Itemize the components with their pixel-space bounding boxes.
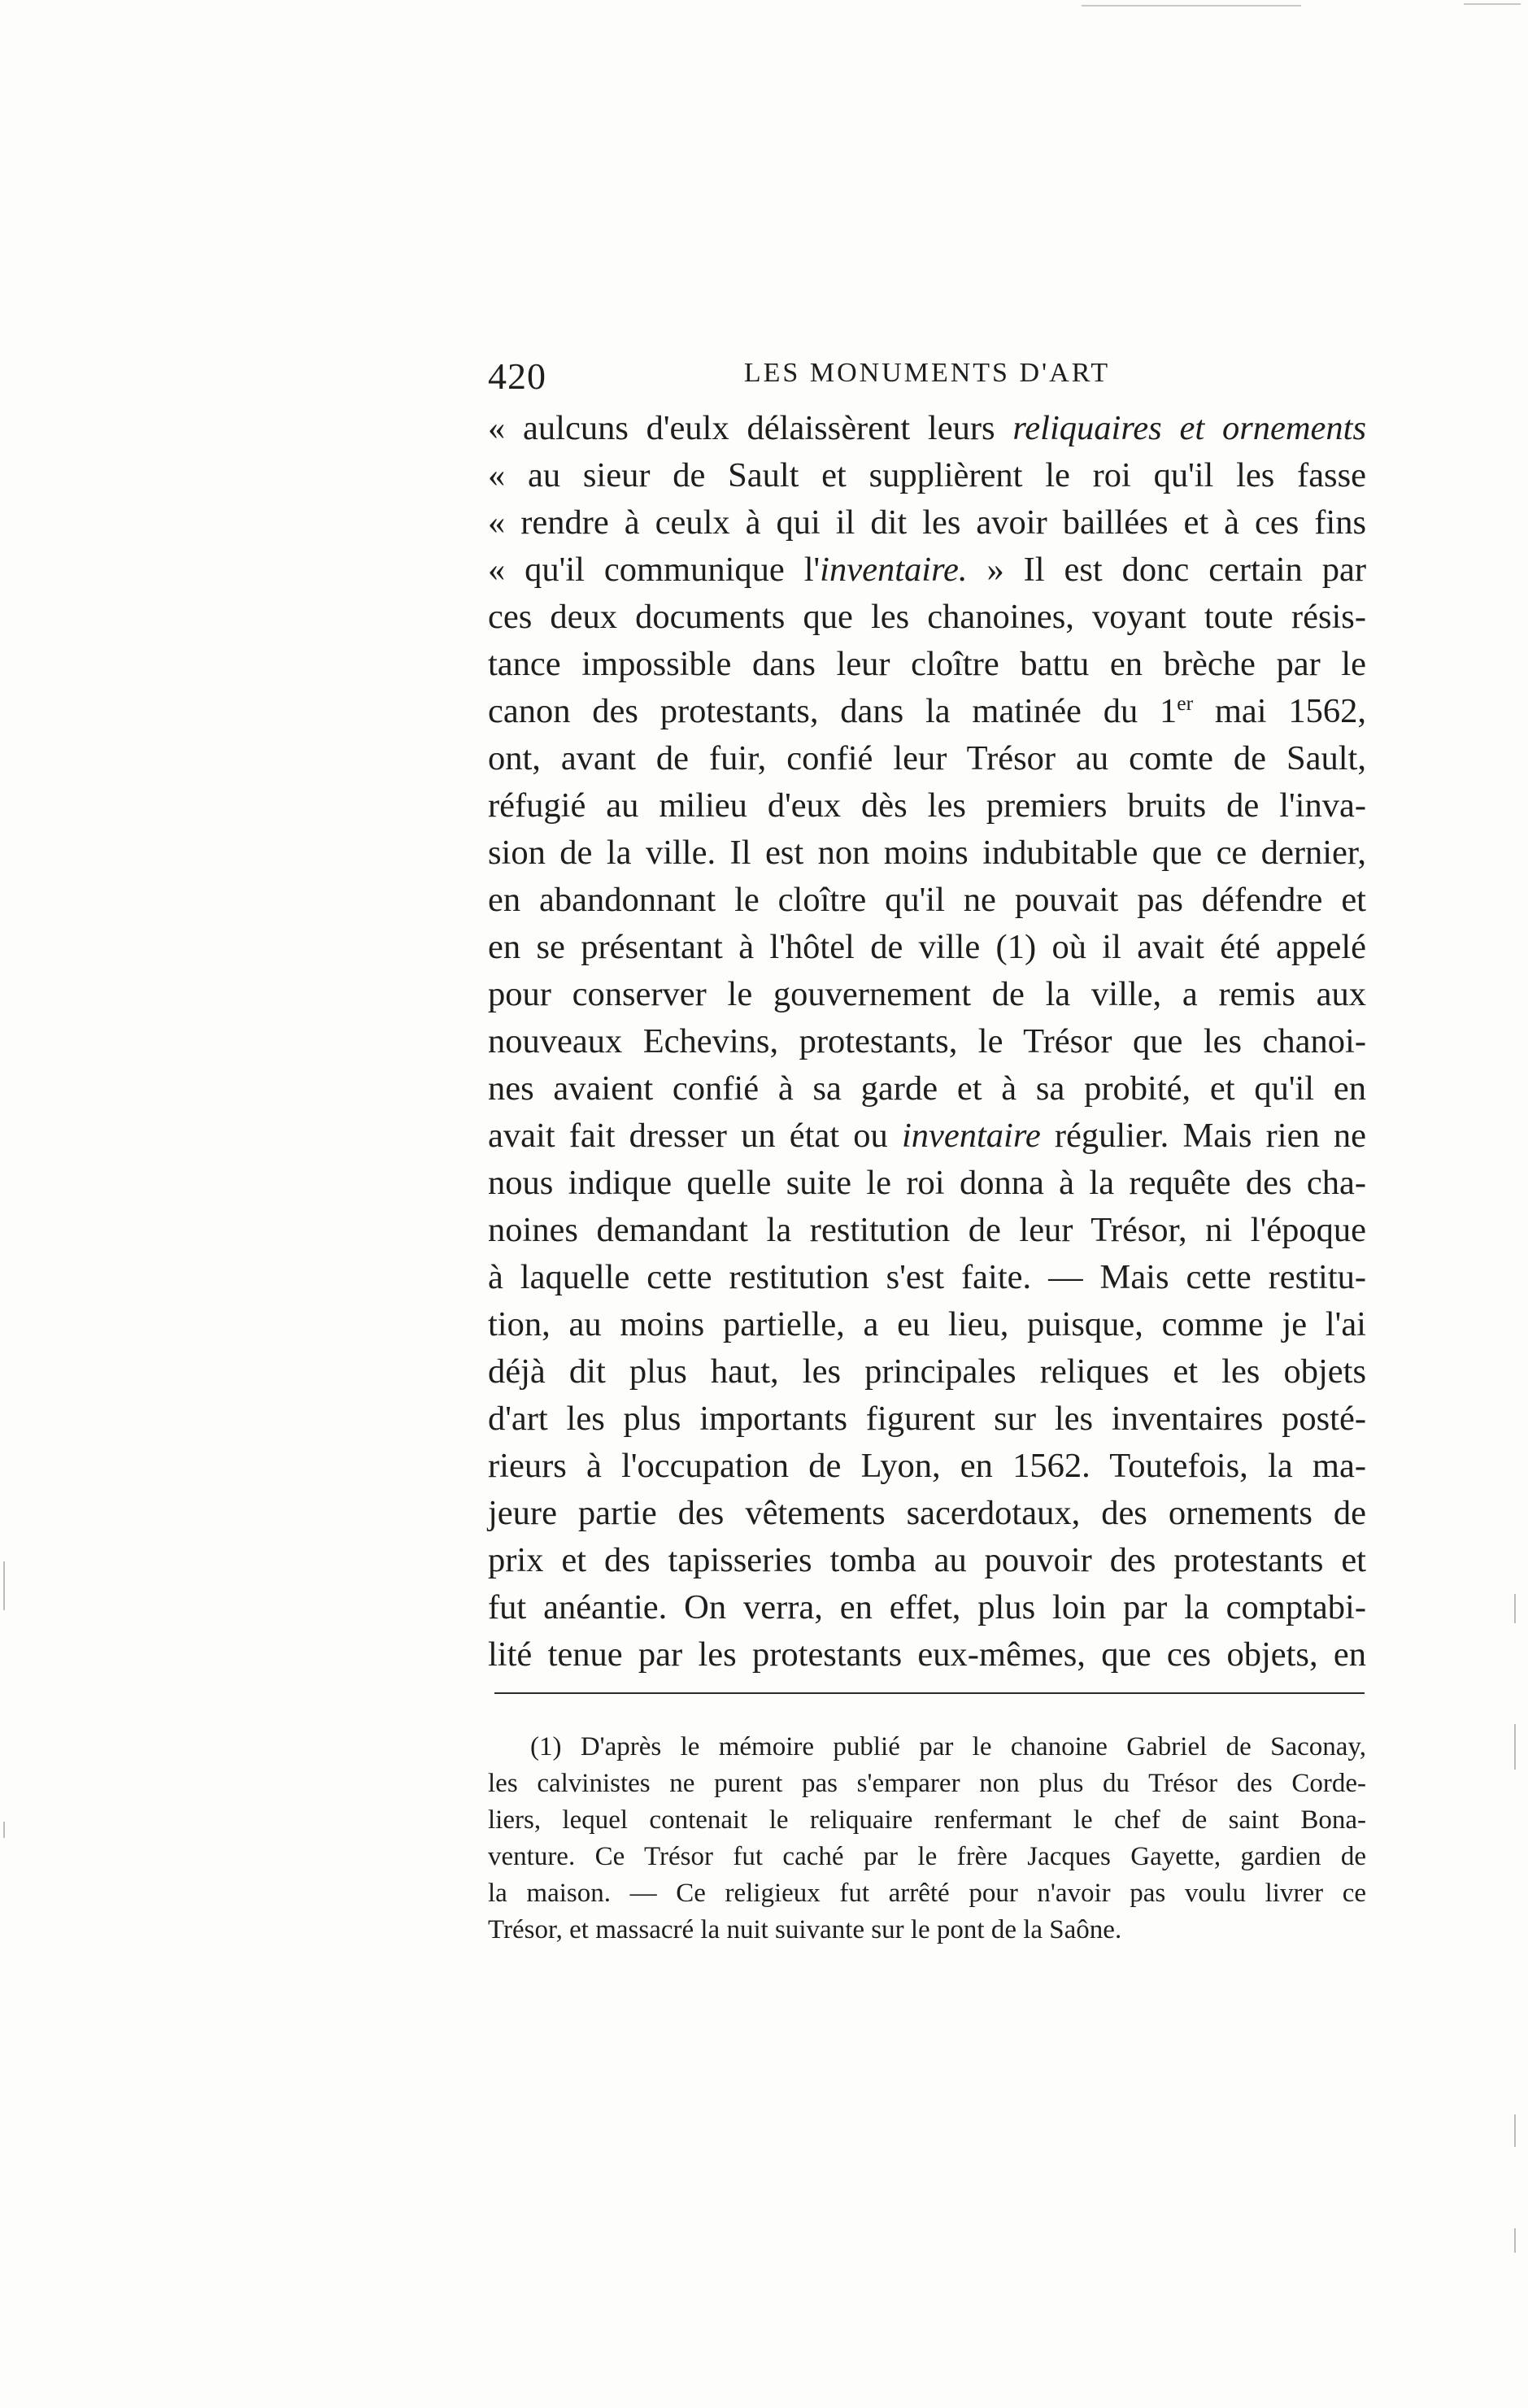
footnote-line: venture. Ce Trésor fut caché par le frère Jacques Gayette, gardien de [488, 1842, 1366, 1871]
footnote [488, 1729, 1366, 1949]
text-line: « rendre à ceulx à qui il dit les avoir baillées et à ces fins [488, 503, 1366, 542]
text-line: pour conserver le gouvernement de la ville, a remis aux [488, 975, 1366, 1013]
text-line: fut anéantie. On verra, en effet, plus loin par la comptabi- [488, 1588, 1366, 1626]
scan-margin-mark [3, 1561, 5, 1610]
body-text [488, 405, 1366, 1679]
scan-margin-mark [1514, 1594, 1516, 1623]
scan-margin-mark [1514, 1724, 1516, 1770]
text-line: sion de la ville. Il est non moins indubitable que ce dernier, [488, 834, 1366, 872]
text-line: réfugié au milieu d'eux dès les premiers bruits de l'inva- [488, 786, 1366, 825]
text-line: « qu'il communique l'inventaire. » Il est donc certain par [488, 551, 1366, 589]
page-header [488, 355, 1366, 403]
text-line: lité tenue par les protestants eux-mêmes, que ces objets, en [488, 1635, 1366, 1674]
text-line: « au sieur de Sault et supplièrent le roi qu'il les fasse [488, 456, 1366, 494]
text-line: ces deux documents que les chanoines, voyant toute résis- [488, 598, 1366, 636]
text-line: noines demandant la restitution de leur Trésor, ni l'époque [488, 1211, 1366, 1249]
text-line: tion, au moins partielle, a eu lieu, puisque, comme je l'ai [488, 1305, 1366, 1343]
footnote-line: (1) D'après le mémoire publié par le chanoine Gabriel de Saconay, [530, 1732, 1366, 1761]
page-number: 420 [488, 355, 546, 397]
text-line: canon des protestants, dans la matinée du 1er mai 1562, [488, 690, 1366, 730]
footnote-rule [494, 1692, 1365, 1694]
text-line: tance impossible dans leur cloître battu en brèche par le [488, 645, 1366, 683]
footnote-line: les calvinistes ne purent pas s'emparer non plus du Trésor des Corde- [488, 1769, 1366, 1798]
book-page [488, 0, 1366, 2408]
text-line: déjà dit plus haut, les principales reliques et les objets [488, 1352, 1366, 1391]
text-line: en se présentant à l'hôtel de ville (1) où il avait été appelé [488, 928, 1366, 966]
footnote-line: liers, lequel contenait le reliquaire renfermant le chef de saint Bona- [488, 1805, 1366, 1835]
text-line: avait fait dresser un état ou inventaire régulier. Mais rien ne [488, 1117, 1366, 1155]
footnote-line: la maison. — Ce religieux fut arrêté pour n'avoir pas voulu livrer ce [488, 1879, 1366, 1908]
text-line: jeure partie des vêtements sacerdotaux, des ornements de [488, 1494, 1366, 1532]
scan-margin-mark [3, 1822, 5, 1838]
running-title: LES MONUMENTS D'ART [743, 358, 1111, 388]
scan-margin-mark [1514, 2114, 1516, 2147]
text-line: en abandonnant le cloître qu'il ne pouvait pas défendre et [488, 881, 1366, 919]
top-edge-line-right [1464, 3, 1521, 5]
scan-margin-mark [1514, 2228, 1516, 2253]
footnote-line: Trésor, et massacré la nuit suivante sur le pont de la Saône. [488, 1915, 1122, 1944]
text-line: nous indique quelle suite le roi donna à la requête des cha- [488, 1164, 1366, 1202]
text-line: à laquelle cette restitution s'est faite. — Mais cette restitu- [488, 1258, 1366, 1296]
text-line: nouveaux Echevins, protestants, le Trésor que les chanoi- [488, 1022, 1366, 1060]
text-line: d'art les plus importants figurent sur les inventaires posté- [488, 1400, 1366, 1438]
text-line: prix et des tapisseries tomba au pouvoir des protestants et [488, 1541, 1366, 1579]
text-line: rieurs à l'occupation de Lyon, en 1562. Toutefois, la ma- [488, 1447, 1366, 1485]
text-line: « aulcuns d'eulx délaissèrent leurs reliquaires et ornements [488, 409, 1366, 447]
text-line: nes avaient confié à sa garde et à sa probité, et qu'il en [488, 1069, 1366, 1108]
text-line: ont, avant de fuir, confié leur Trésor au comte de Sault, [488, 739, 1366, 777]
